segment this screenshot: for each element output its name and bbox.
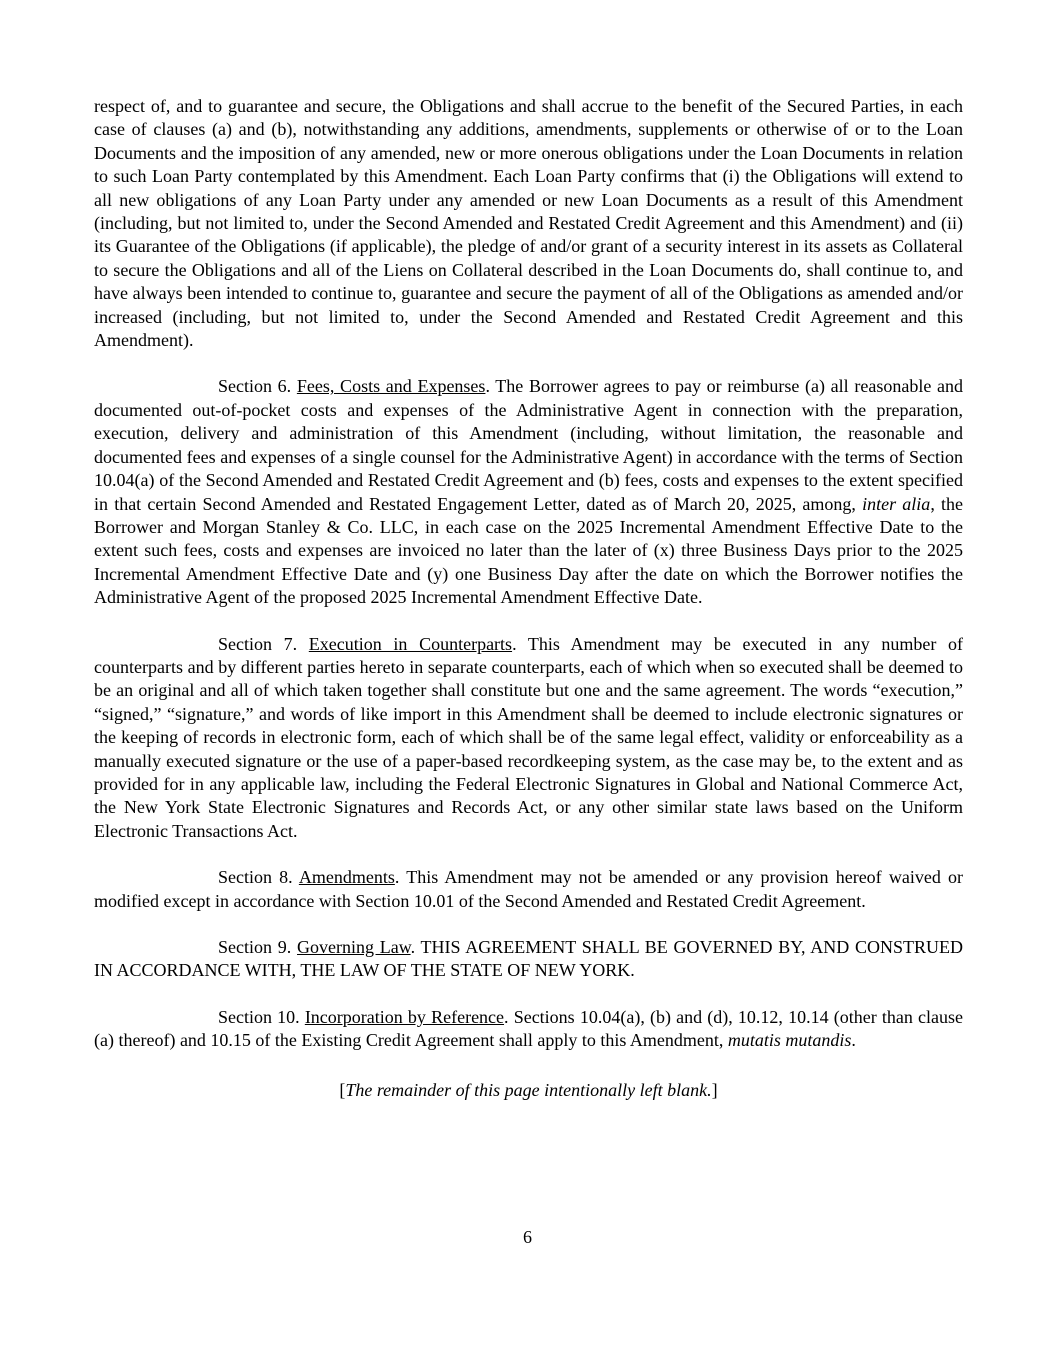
section-6-label: Section 6.: [218, 376, 297, 397]
section-10-label: Section 10.: [218, 1006, 305, 1027]
section-7-heading: Execution in Counterparts: [308, 633, 513, 654]
paragraph-section-9: [94, 936, 963, 983]
paragraph-section-7: [94, 633, 963, 844]
section-7-body: . This Amendment may be executed in any number of counterparts and by different parties hereto in separate counterparts, each of which when so executed shall be deemed to be an original and all of which taken together shall constitute but one and the same agreement. The words “execution,” “signed,” “signature,” and words of like import in this Amendment shall be deemed to include electronic signatures or the keeping of records in electronic form, each of which shall be of the same legal effect, validity or enforceability as a manually executed signature or the use of a paper-based recordkeeping system, as the case may be, to the extent and as provided for in any applicable law, including the Federal Electronic Signatures in Global and National Commerce Act, the New York State Electronic Signatures and Records Act, or any other similar state laws based on the Uniform Electronic Transactions Act.: [94, 633, 963, 841]
closing-note-close-bracket: ]: [711, 1079, 718, 1100]
section-8-label: Section 8.: [218, 867, 299, 888]
section-6-body-2: , the Borrower and Morgan Stanley & Co. LLC, in each case on the 2025 Incremental Amendment Effective Date to the extent such fees, costs and expenses are invoiced no later than the later of (x) three Business Days prior to the 2025 Incremental Amendment Effective Date and (y) one Business Day after the date on which the Borrower notifies the Administrative Agent of the proposed 2025 Incremental Amendment Effective Date.: [94, 493, 963, 608]
page-number: 6: [523, 1227, 532, 1247]
section-8-body: . This Amendment may not be amended or any provision hereof waived or modified except in accordance with Section 10.01 of the Second Amended and Restated Credit Agreement.: [94, 867, 963, 911]
paragraph-continuation: [94, 95, 963, 352]
section-9-body: . THIS AGREEMENT SHALL BE GOVERNED BY, AND CONSTRUED IN ACCORDANCE WITH, THE LAW OF THE STATE OF NEW YORK.: [94, 937, 963, 981]
section-8-heading: Amendments: [298, 867, 395, 888]
closing-note-open-bracket: [: [339, 1079, 346, 1100]
section-6-body-italic: inter alia: [862, 493, 931, 514]
paragraph-continuation-text: respect of, and to guarantee and secure, the Obligations and shall accrue to the benefit of the Secured Parties, in each case of clauses (a) and (b), notwithstanding any additions, amendments, supplements or otherwise of or to the Loan Documents and the imposition of any amended, new or more onerous obligations under the Loan Documents in relation to such Loan Party contemplated by this Amendment. Each Loan Party confirms that (i) the Obligations will extend to all new obligations of any Loan Party under any amended or new Loan Documents as a result of this Amendment (including, but not limited to, under the Second Amended and Restated Credit Agreement and this Amendment) and (ii) its Guarantee of the Obligations (if applicable), the pledge of and/or grant of a security interest in its assets as Collateral to secure the Obligations and all of the Liens on Collateral described in the Loan Documents do, shall continue to, and have always been intended to continue to, guarantee and secure the payment of all of the Obligations as amended and/or increased (including, but not limited to, under the Second Amended and Restated Credit Agreement and this Amendment).: [94, 96, 963, 351]
closing-note: [94, 1079, 963, 1102]
section-9-heading: Governing Law: [297, 937, 411, 957]
paragraph-section-8: [94, 866, 963, 913]
section-9-label: Section 9.: [218, 937, 298, 957]
section-10-heading: Incorporation by Reference: [304, 1006, 505, 1027]
section-10-body-italic: mutatis mutandis: [727, 1030, 852, 1051]
section-10-body-1: . Sections 10.04(a), (b) and (d), 10.12, 10.14 (other than clause (a) thereof) and 10.15 of the Existing Credit Agreement shall apply to this Amendment,: [94, 1006, 963, 1051]
section-6-body-1: . The Borrower agrees to pay or reimburse (a) all reasonable and documented out-of-pocket costs and expenses of the Administrative Agent in connection with the preparation, execution, delivery and administration of this Amendment (including, without limitation, the reasonable and documented fees and expenses of a single counsel for the Administrative Agent) in accordance with the terms of Section 10.04(a) of the Second Amended and Restated Credit Agreement and (b) fees, costs and expenses to the extent specified in that certain Second Amended and Restated Engagement Letter, dated as of March 20, 2025, among,: [94, 376, 963, 514]
closing-note-text: The remainder of this page intentionally left blank.: [345, 1079, 712, 1100]
section-10-body-2: .: [851, 1030, 856, 1051]
section-7-label: Section 7.: [218, 633, 309, 654]
section-6-heading: Fees, Costs and Expenses: [296, 376, 486, 397]
paragraph-section-6: [94, 375, 963, 609]
paragraph-section-10: [94, 1006, 963, 1053]
